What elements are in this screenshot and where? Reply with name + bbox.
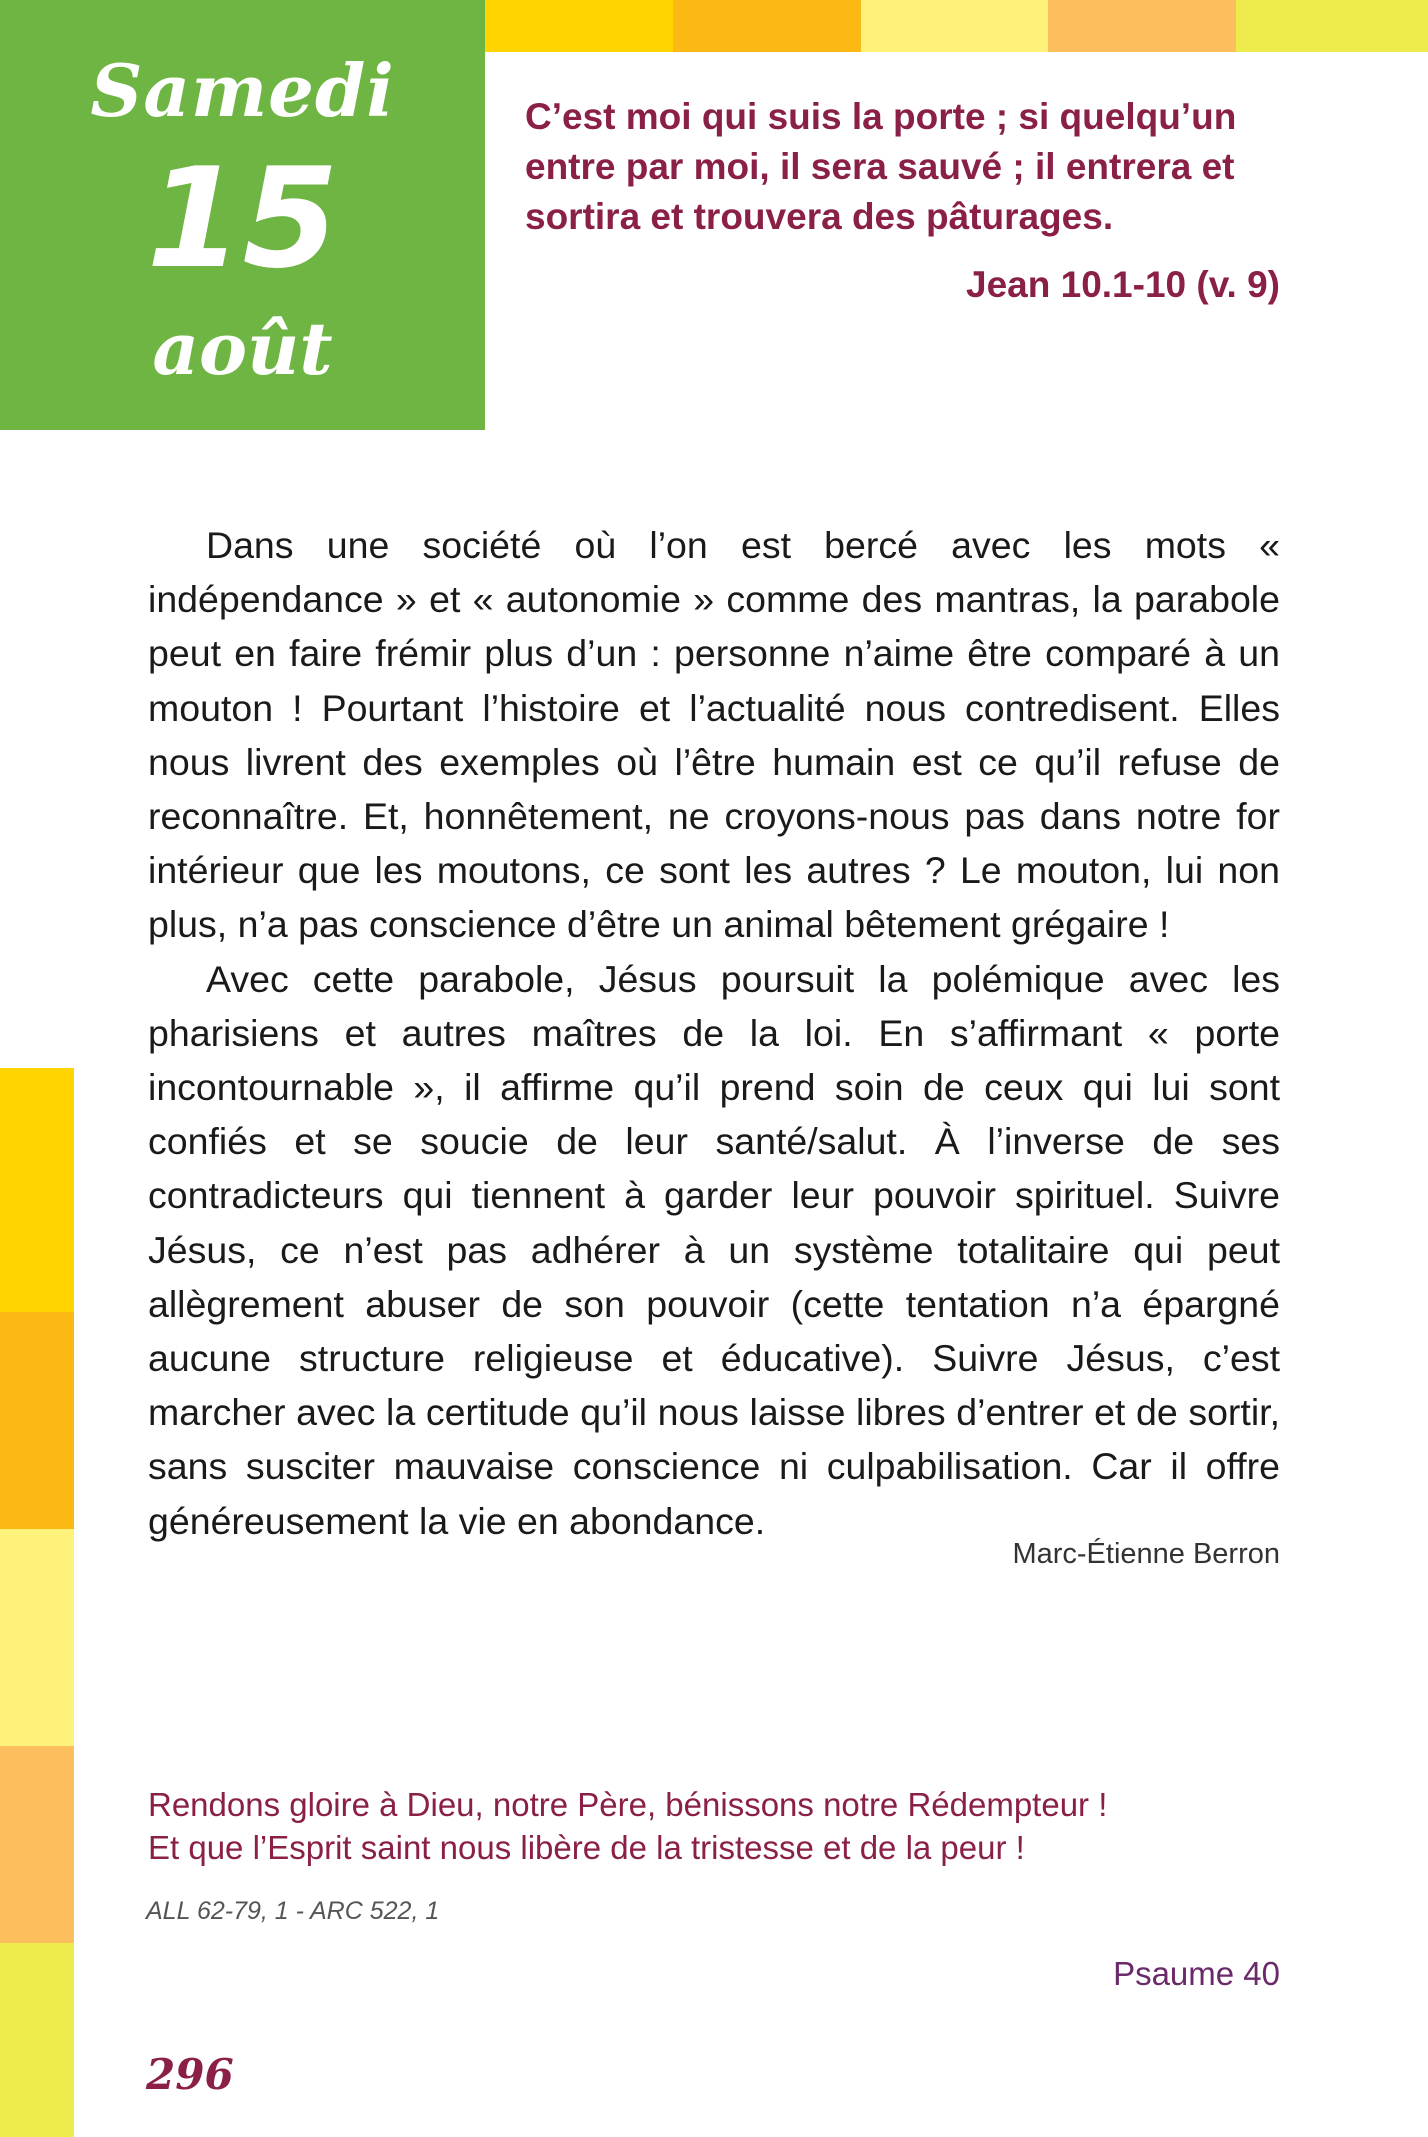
side-stripe-2 (0, 1312, 74, 1529)
prayer-line-1: Rendons gloire à Dieu, notre Père, bénissons notre Rédempteur ! (148, 1786, 1108, 1823)
meditation-paragraph-2: Avec cette parabole, Jésus poursuit la polémique avec les pharisiens et autres maîtres de la loi. En s’affirmant « porte incontournable », il affirme qu’il prend soin de ceux qui lui sont confiés et se soucie de leur santé/salut. À l’inverse de ses contradicteurs qui tiennent à garder leur pouvoir spirituel. Suivre Jésus, ce n’est pas adhérer à un système totalitaire qui peut allègrement abuser de son pouvoir (cette tentation n’a épargné aucune structure religieuse et éducative). Suivre Jésus, c’est marcher avec la certitude qu’il nous laisse libres d’entrer et de sortir, sans susciter mauvaise conscience ni culpabilisation. Car il offre généreusement la vie en abondance. (148, 957, 1280, 1542)
page-number: 296 (146, 2050, 234, 2099)
date-month: août (152, 306, 333, 391)
date-day-number: 15 (146, 138, 339, 299)
side-stripe-4 (0, 1746, 74, 1943)
top-stripe-1 (485, 0, 673, 52)
date-box (0, 0, 485, 430)
prayer-line-2: Et que l’Esprit saint nous libère de la tristesse et de la peur ! (148, 1829, 1025, 1866)
top-stripe-4 (1048, 0, 1236, 52)
date-day-name: Samedi (90, 48, 395, 133)
bible-verse: C’est moi qui suis la porte ; si quelqu’un entre par moi, il sera sauvé ; il entrera et sortira et trouvera des pâturages. (525, 96, 1237, 237)
psalm-reference: Psaume 40 (1113, 1955, 1280, 1992)
top-stripe-3 (861, 0, 1048, 52)
meditation-text (148, 518, 1280, 1548)
top-stripe-5 (1236, 0, 1428, 52)
side-stripe-5 (0, 1943, 74, 2137)
prayer (148, 1783, 1248, 1869)
top-stripe-2 (673, 0, 861, 52)
verse-reference: Jean 10.1-10 (v. 9) (966, 264, 1280, 305)
author-name: Marc-Étienne Berron (1012, 1538, 1280, 1570)
side-stripe-1 (0, 1068, 74, 1312)
side-stripe-3 (0, 1529, 74, 1746)
hymn-reference: ALL 62-79, 1 - ARC 522, 1 (146, 1897, 440, 1925)
meditation-paragraph-1: Dans une société où l’on est bercé avec les mots « indépendance » et « autonomie » comme des mantras, la parabole peut en faire frémir plus d’un : personne n’aime être comparé à un mouton ! Pourtant l’histoire et l’actualité nous contredisent. Elles nous livrent des exemples où l’être humain est ce qu’il refuse de reconnaître. Et, honnêtement, ne croyons-nous pas dans notre for intérieur que les moutons, ce sont les autres ? Le mouton, lui non plus, n’a pas conscience d’être un animal bêtement grégaire ! (148, 524, 1280, 946)
